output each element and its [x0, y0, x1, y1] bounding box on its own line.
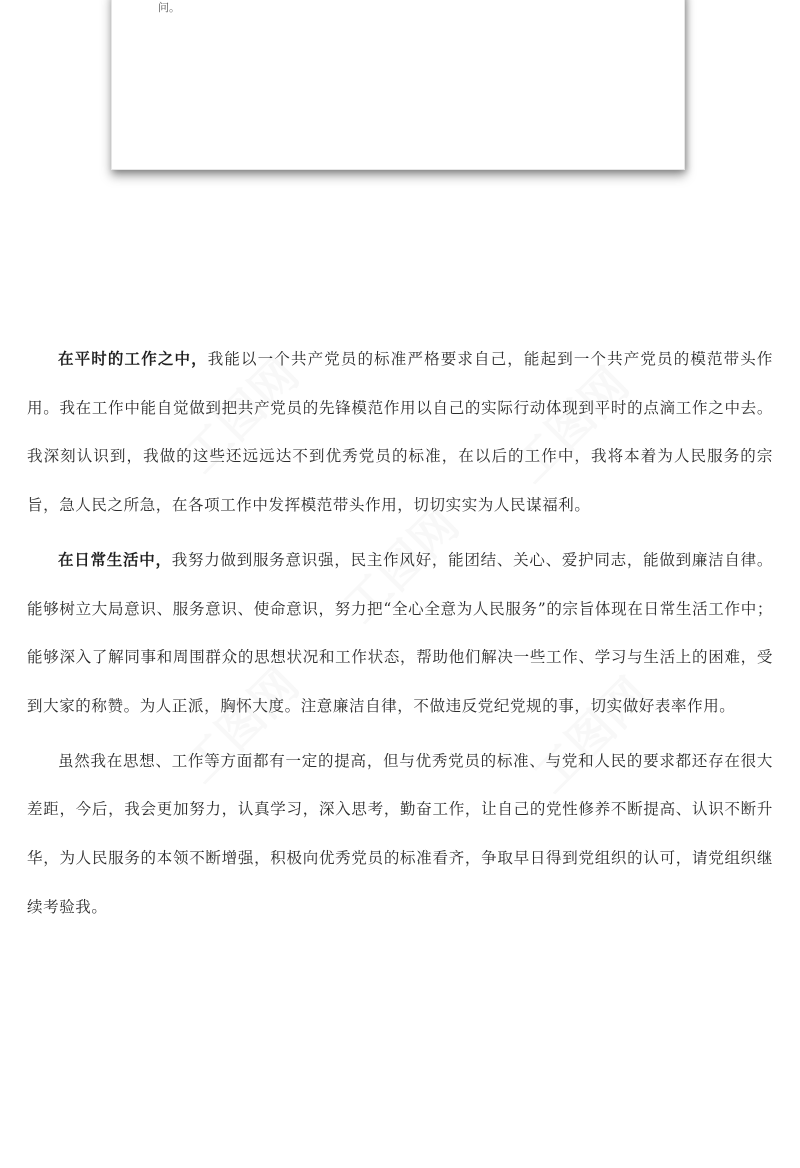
- watermark: 工图网: [523, 667, 660, 804]
- paragraph-text: 我努力做到服务意识强，民主作风好，能团结、关心、爱护同志，能做到廉洁自律。能够树立大局意识、服务意识、使命意识，努力把“全心全意为人民服务”的宗旨体现在日常生活工作中；能够深入了解同事和周围群众的思想状况和工作状态，帮助他们解决一些工作、学习与生活上的困难，受到大家的称赞。为人正派，胸怀大度。注意廉洁自律，不做违反党纪党规的事，切实做好表率作用。: [27, 550, 774, 715]
- paragraph-daily-life: [27, 536, 773, 731]
- paragraph-work: [27, 335, 773, 530]
- paragraph-lead: 在平时的工作之中，: [58, 349, 208, 368]
- paragraph-conclusion: [27, 737, 773, 932]
- page-fragment-text: 问。: [158, 1, 180, 14]
- paragraph-lead: 在日常生活中，: [58, 549, 172, 569]
- watermark: 工图网: [173, 347, 310, 484]
- watermark: 工图网: [503, 357, 640, 494]
- paragraph-text: 虽然我在思想、工作等方面都有一定的提高，但与优秀党员的标准、与党和人民的要求都还存在很大差距，今后，我会更加努力，认真学习，深入思考，勤奋工作，让自己的党性修养不断提高、认识不断升华，为人民服务的本领不断增强，积极向优秀党员的标准看齐，争取早日得到党组织的认可，请党组织继续考验我。: [27, 751, 773, 916]
- paragraph-text: 我能以一个共产党员的标准严格要求自己，能起到一个共产党员的模范带头作用。我在工作中能自觉做到把共产党员的先锋模范作用以自己的实际行动体现到平时的点滴工作之中去。我深刻认识到，我做的这些还远远达不到优秀党员的标准，在以后的工作中，我将本着为人民服务的宗旨，急人民之所急，在各项工作中发挥模范带头作用，切切实实为人民谋福利。: [27, 350, 773, 515]
- document-body: [27, 335, 773, 937]
- watermark: 工图网: [173, 657, 310, 794]
- watermark: 工图网: [333, 497, 470, 634]
- previous-page-card: [111, 0, 685, 170]
